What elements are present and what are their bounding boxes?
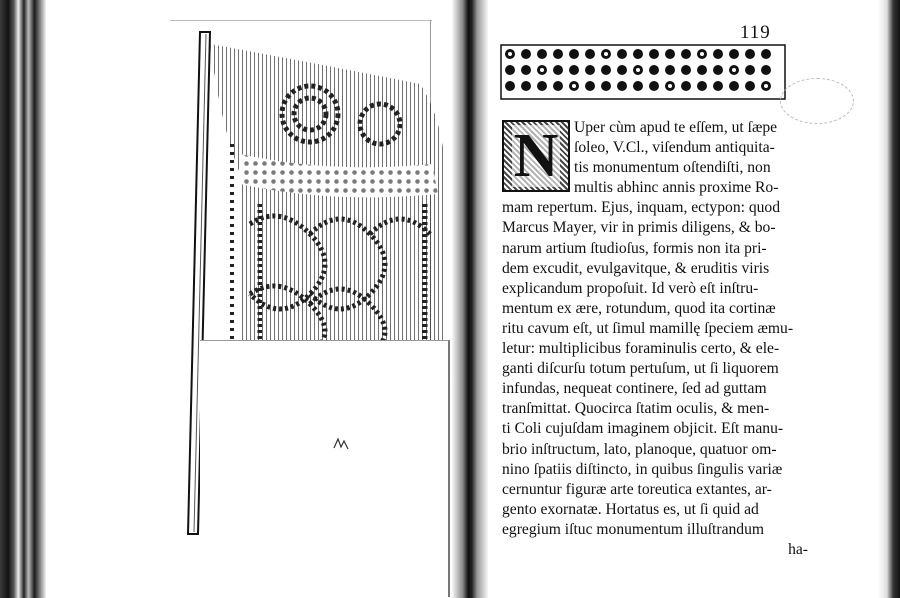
initial-letter: N bbox=[513, 122, 559, 190]
plate-border-top bbox=[170, 20, 432, 21]
text-line: dem excudit, evulgavitque, & eruditis viris bbox=[502, 259, 770, 277]
text-line: infundas, nequeat continere, ſed ad guttam bbox=[502, 380, 767, 398]
text-line: tranſmittat. Quocirca ſtatim oculis, & men- bbox=[502, 400, 770, 418]
body-text bbox=[502, 118, 808, 560]
text-line: letur: multiplicibus foraminulis certo, & ele- bbox=[502, 340, 780, 358]
text-line: cernuntur figuræ arte toreutica extantes, ar- bbox=[502, 480, 772, 498]
book-gutter bbox=[452, 0, 488, 598]
book-spine-left bbox=[0, 0, 46, 598]
text-line: ſoleo, V.Cl., viſendum antiquita- bbox=[574, 139, 775, 157]
text-line: gento exornatæ. Hortatus es, ut ſi quid ad bbox=[502, 500, 759, 518]
book-edge-right bbox=[878, 0, 900, 598]
text-line: nino ſpatiis diſtincto, in quibus ſingulis variæ bbox=[502, 460, 783, 478]
text-line: narum artium ſtudioſus, formis non ita pri- bbox=[502, 239, 767, 257]
text-line: mam repertum. Ejus, inquam, ectypon: quod bbox=[502, 199, 781, 217]
text-line: brio inſtructum, lato, planoque, quatuor om- bbox=[502, 440, 777, 458]
text-line: multis abhinc annis proxime Ro- bbox=[574, 179, 779, 197]
ink-mark bbox=[332, 436, 350, 452]
headpiece-ornament bbox=[500, 44, 786, 100]
text-line: ganti diſcurſu totum pertuſum, ut ſi liquorem bbox=[502, 360, 779, 378]
text-line: Marcus Mayer, vir in primis diligens, & bo- bbox=[502, 219, 776, 237]
text-line: ritu cavum eſt, ut ſimul mamillę ſpeciem æmu- bbox=[502, 319, 794, 337]
text-line: ti Coli cujuſdam imaginem objicit. Eſt manu- bbox=[502, 420, 784, 438]
text-line: mentum ex ære, rotundum, quod ita cortinæ bbox=[502, 299, 776, 317]
foldout-flap bbox=[200, 340, 450, 597]
page-number: 119 bbox=[740, 22, 771, 43]
catchword: ha- bbox=[788, 540, 808, 558]
text-line: Uper cùm apud te eſſem, ut ſæpe bbox=[574, 119, 778, 136]
text-line: explicandum propoſuit. Id verò eſt inſtru- bbox=[502, 279, 759, 297]
text-line: tis monumentum oſtendiſti, non bbox=[574, 159, 771, 177]
text-line: egregium iſtuc monumentum illuſtrandum bbox=[502, 520, 765, 538]
